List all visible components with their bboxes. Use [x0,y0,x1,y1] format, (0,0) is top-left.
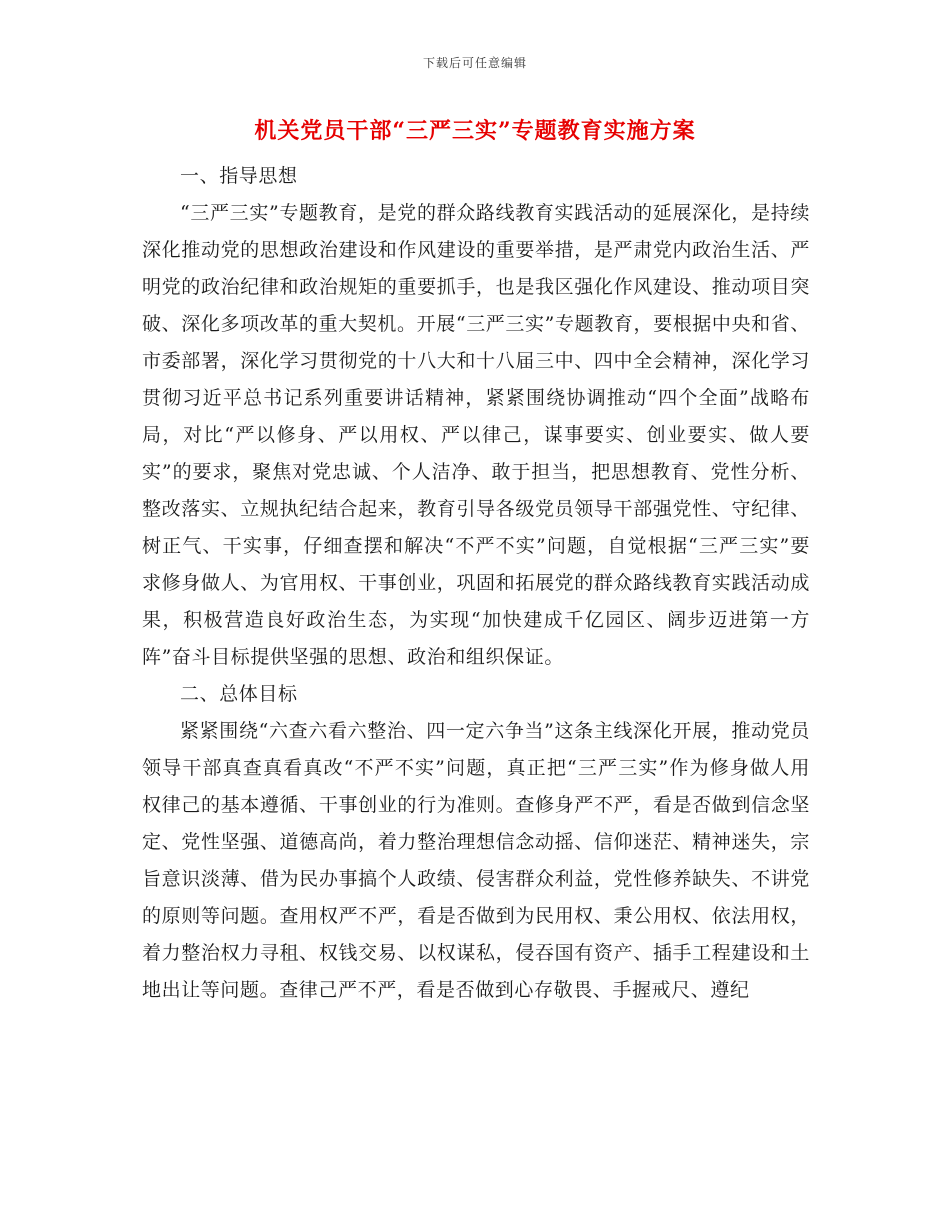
page-header-note: 下载后可任意编辑 [422,56,527,70]
document-title: 机关党员干部“三严三实”专题教育实施方案 [254,118,696,144]
section-paragraph-overall-goal: 紧紧围绕“六查六看六整治、四一定六争当”这条主线深化开展，推动党员领导干部真查真看真改“不严不实”问题，真正把“三严三实”作为修身做人用权律己的基本遵循、干事创业的行为准则。查修身严不严，看是否做到信念坚定、党性坚强、道德高尚，着力整治理想信念动摇、信仰迷茫、精神迷失，宗旨意识淡薄、借为民办事搞个人政绩、侵害群众利益，党性修养缺失、不讲党的原则等问题。查用权严不严，看是否做到为民用权、秉公用权、依法用权，着力整治权力寻租、权钱交易、以权谋私，侵吞国有资产、插手工程建设和土地出让等问题。查律己严不严，看是否做到心存敬畏、手握戒尺、遵纪 [142,720,810,1001]
section-heading-overall-goal: 二、总体目标 [180,683,298,705]
section-heading-guiding-ideology: 一、指导思想 [180,165,298,187]
section-paragraph-guiding-ideology: “三严三实”专题教育，是党的群众路线教育实践活动的延展深化，是持续深化推动党的思想政治建设和作风建设的重要举措，是严肃党内政治生活、严明党的政治纪律和政治规矩的重要抓手，也是我区强化作风建设、推动项目突破、深化多项改革的重大契机。开展“三严三实”专题教育，要根据中央和省、市委部署，深化学习贯彻党的十八大和十八届三中、四中全会精神，深化学习贯彻习近平总书记系列重要讲话精神，紧紧围绕协调推动“四个全面”战略布局，对比“严以修身、严以用权、严以律己，谋事要实、创业要实、做人要实”的要求，聚焦对党忠诚、个人洁净、敢于担当，把思想教育、党性分析、整改落实、立规执纪结合起来，教育引导各级党员领导干部强党性、守纪律、树正气、干实事，仔细查摆和解决“不严不实”问题，自觉根据“三严三实”要求修身做人、为官用权、干事创业，巩固和拓展党的群众路线教育实践活动成果，积极营造良好政治生态，为实现“加快建成千亿园区、阔步迈进第一方阵”奋斗目标提供坚强的思想、政治和组织保证。 [142,202,810,668]
document-body [142,158,810,1009]
